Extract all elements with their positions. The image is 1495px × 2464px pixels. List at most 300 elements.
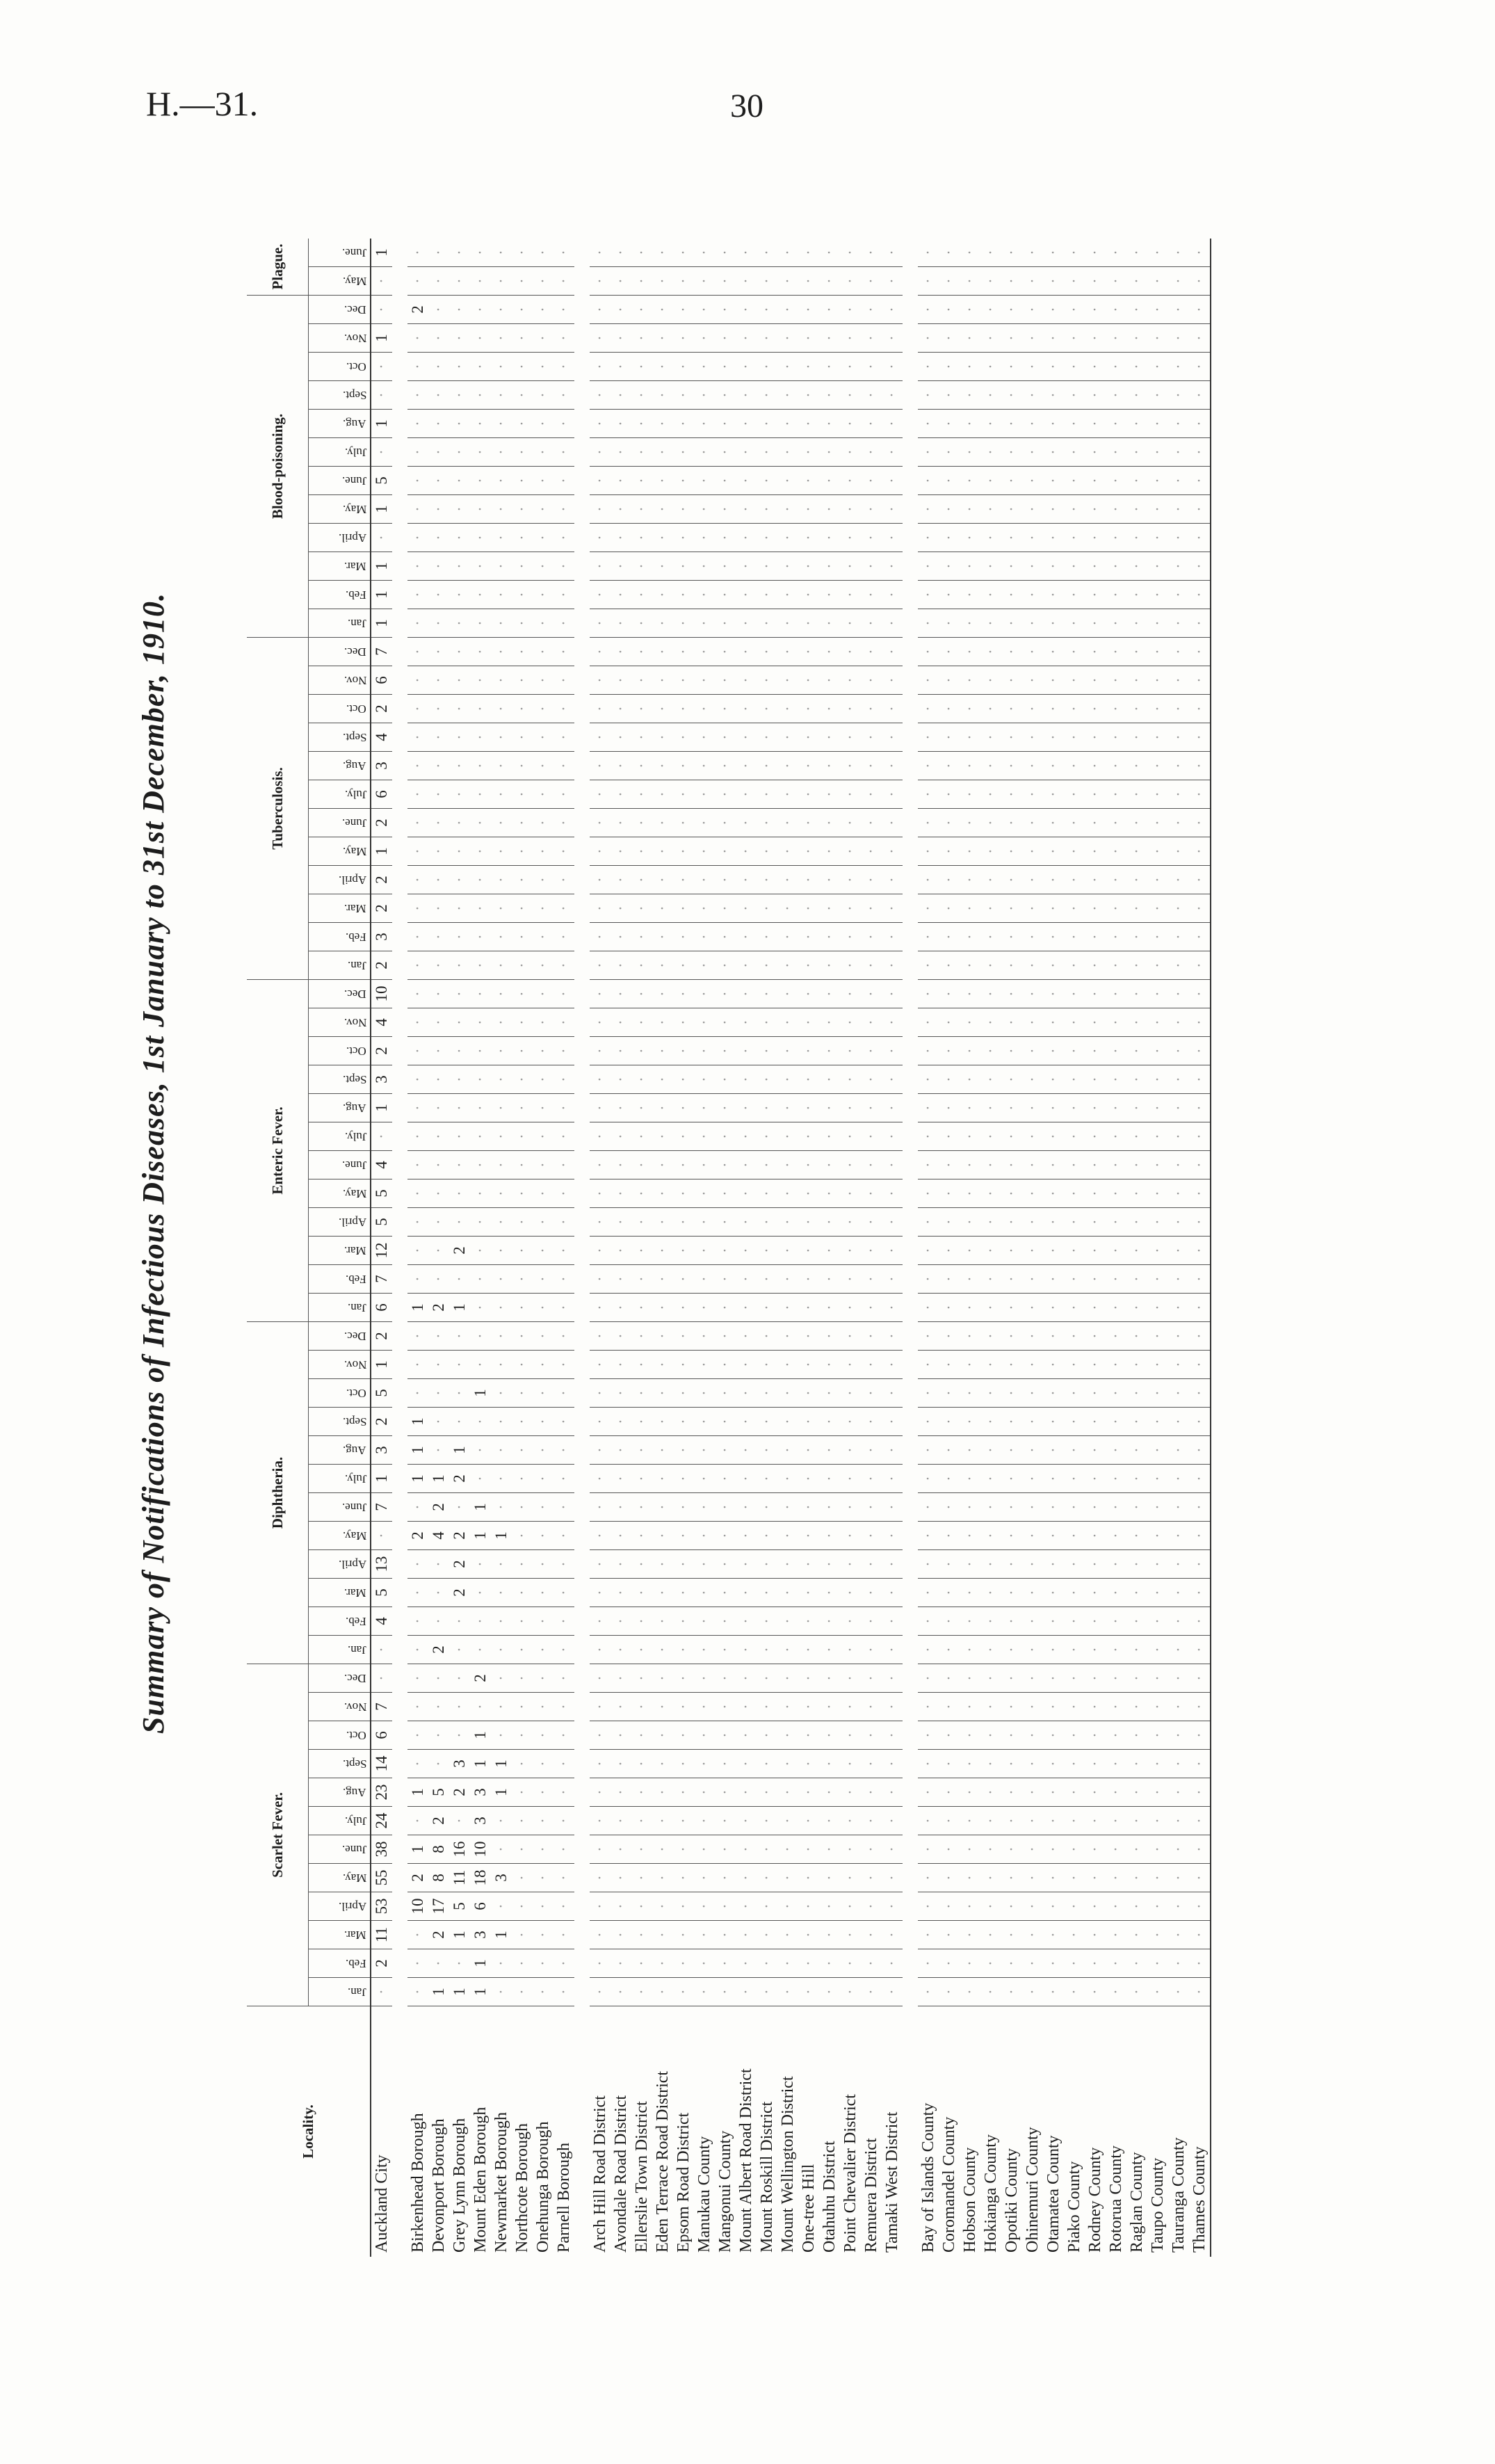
- table-cell: ·: [611, 1778, 631, 1807]
- table-cell: ·: [861, 1094, 882, 1122]
- table-cell: ·: [694, 1322, 715, 1351]
- table-cell: ·: [1168, 1379, 1189, 1408]
- table-cell: ·: [533, 1294, 553, 1322]
- table-cell: ·: [960, 1008, 980, 1037]
- table-cell: ·: [491, 581, 512, 609]
- table-cell: ·: [1106, 1522, 1126, 1550]
- table-cell: ·: [715, 923, 736, 951]
- table-cell: ·: [1064, 1693, 1085, 1721]
- table-cell: ·: [939, 1179, 960, 1208]
- table-cell: ·: [428, 866, 449, 894]
- table-cell: ·: [939, 438, 960, 467]
- table-cell: ·: [611, 923, 631, 951]
- table-cell: ·: [960, 1949, 980, 1978]
- table-cell: ·: [819, 1778, 840, 1807]
- table-cell: ·: [1147, 1807, 1168, 1835]
- table-cell: ·: [449, 1408, 470, 1436]
- table-cell: ·: [673, 1465, 694, 1493]
- table-cell: ·: [882, 495, 903, 524]
- table-cell: ·: [491, 666, 512, 695]
- month-header: Dec.: [309, 296, 371, 324]
- locality-name: Arch Hill Road District: [590, 2095, 609, 2253]
- table-cell: ·: [553, 1208, 574, 1237]
- table-cell: ·: [819, 780, 840, 809]
- table-cell: ·: [861, 1664, 882, 1693]
- table-cell: ·: [715, 353, 736, 381]
- table-cell: ·: [918, 1664, 939, 1693]
- table-cell: ·: [980, 296, 1001, 324]
- table-cell: ·: [652, 923, 673, 951]
- table-cell: 1: [407, 1835, 428, 1864]
- table-cell: ·: [882, 353, 903, 381]
- table-cell: ·: [715, 1179, 736, 1208]
- table-cell: ·: [694, 467, 715, 495]
- table-cell: ·: [918, 438, 939, 467]
- table-cell: ·: [1147, 1864, 1168, 1892]
- table-cell: ·: [590, 1094, 611, 1122]
- table-cell: ·: [553, 609, 574, 638]
- table-cell: ·: [819, 837, 840, 866]
- table-cell: ·: [1022, 1094, 1043, 1122]
- table-cell: ·: [1085, 267, 1106, 296]
- table-cell: ·: [1189, 1664, 1211, 1693]
- table-cell: ·: [798, 1522, 819, 1550]
- table-cell: ·: [840, 1351, 861, 1379]
- table-cell: ·: [491, 1436, 512, 1465]
- table-cell: ·: [882, 866, 903, 894]
- table-cell: ·: [960, 1750, 980, 1778]
- table-cell: ·: [1001, 1550, 1022, 1579]
- table-cell: ·: [960, 1465, 980, 1493]
- table-cell: ·: [939, 1265, 960, 1294]
- table-cell: 7: [371, 1493, 392, 1522]
- table-cell: 1: [371, 410, 392, 438]
- table-cell: ·: [736, 1493, 757, 1522]
- table-cell: ·: [1064, 1179, 1085, 1208]
- table-cell: ·: [1022, 1579, 1043, 1607]
- table-cell: ·: [611, 467, 631, 495]
- table-cell: ·: [1085, 1094, 1106, 1122]
- table-cell: ·: [1147, 752, 1168, 780]
- table-cell: ·: [980, 353, 1001, 381]
- table-cell: ·: [470, 1351, 491, 1379]
- table-cell: ·: [652, 1493, 673, 1522]
- table-cell: ·: [1043, 1465, 1064, 1493]
- table-cell: ·: [777, 1664, 798, 1693]
- table-cell: ·: [918, 1237, 939, 1265]
- table-cell: ·: [757, 1208, 777, 1237]
- table-cell: ·: [611, 1921, 631, 1949]
- table-cell: ·: [939, 1351, 960, 1379]
- table-cell: ·: [1106, 239, 1126, 267]
- table-cell: ·: [652, 324, 673, 353]
- table-cell: ·: [1064, 381, 1085, 410]
- table-cell: ·: [449, 609, 470, 638]
- table-cell: ·: [611, 552, 631, 581]
- landscape-content: [97, 0, 1293, 2326]
- table-cell: ·: [939, 1550, 960, 1579]
- table-cell: ·: [590, 1379, 611, 1408]
- table-cell: ·: [590, 1465, 611, 1493]
- table-cell: ·: [757, 723, 777, 752]
- table-cell: ·: [980, 1607, 1001, 1636]
- table-cell: ·: [1085, 1892, 1106, 1921]
- table-cell: ·: [777, 410, 798, 438]
- table-cell: ·: [611, 1835, 631, 1864]
- table-cell: ·: [611, 866, 631, 894]
- table-cell: ·: [939, 723, 960, 752]
- table-cell: ·: [715, 1493, 736, 1522]
- table-cell: ·: [777, 1693, 798, 1721]
- table-cell: ·: [840, 239, 861, 267]
- table-cell: ·: [533, 980, 553, 1008]
- table-cell: ·: [1168, 1408, 1189, 1436]
- table-cell: ·: [611, 1122, 631, 1151]
- table-cell: ·: [1085, 438, 1106, 467]
- table-cell: ·: [1106, 609, 1126, 638]
- table-cell: ·: [553, 1921, 574, 1949]
- table-cell: ·: [673, 381, 694, 410]
- table-cell: ·: [407, 1807, 428, 1835]
- table-cell: ·: [840, 524, 861, 552]
- table-cell: ·: [590, 1921, 611, 1949]
- table-cell: ·: [1147, 1379, 1168, 1408]
- table-cell: ·: [960, 1921, 980, 1949]
- table-cell: ·: [1126, 894, 1147, 923]
- table-cell: ·: [861, 1550, 882, 1579]
- table-cell: ·: [1168, 1949, 1189, 1978]
- table-cell: ·: [960, 438, 980, 467]
- table-cell: ·: [407, 1322, 428, 1351]
- table-cell: ·: [1189, 1122, 1211, 1151]
- table-cell: ·: [1189, 1094, 1211, 1122]
- table-cell: ·: [1022, 1237, 1043, 1265]
- table-cell: ·: [1022, 666, 1043, 695]
- table-cell: ·: [407, 609, 428, 638]
- table-cell: ·: [980, 1151, 1001, 1179]
- table-cell: ·: [1189, 951, 1211, 980]
- table-cell: ·: [694, 1237, 715, 1265]
- table-cell: 2: [428, 1294, 449, 1322]
- table-cell: ·: [652, 438, 673, 467]
- table-cell: ·: [1001, 239, 1022, 267]
- month-header: June.: [309, 239, 371, 267]
- table-cell: ·: [1189, 1693, 1211, 1721]
- table-cell: ·: [918, 1179, 939, 1208]
- table-cell: ·: [1126, 1978, 1147, 2006]
- table-cell: ·: [1022, 1179, 1043, 1208]
- table-cell: ·: [428, 324, 449, 353]
- table-cell: ·: [1126, 1835, 1147, 1864]
- table-cell: ·: [918, 1550, 939, 1579]
- disease-header: Diphtheria.: [247, 1322, 309, 1664]
- table-cell: ·: [590, 837, 611, 866]
- table-cell: ·: [491, 866, 512, 894]
- table-cell: ·: [736, 1265, 757, 1294]
- table-cell: ·: [553, 1294, 574, 1322]
- table-cell: ·: [533, 666, 553, 695]
- table-cell: ·: [470, 1607, 491, 1636]
- table-cell: 4: [371, 1008, 392, 1037]
- table-cell: ·: [1147, 381, 1168, 410]
- table-cell: ·: [673, 1921, 694, 1949]
- table-cell: ·: [840, 1065, 861, 1094]
- table-cell: ·: [533, 1008, 553, 1037]
- table-cell: ·: [918, 524, 939, 552]
- table-cell: 10: [371, 980, 392, 1008]
- table-cell: ·: [819, 752, 840, 780]
- locality-name: Point Chevalier District: [841, 2094, 859, 2253]
- table-cell: ·: [1189, 809, 1211, 837]
- table-cell: ·: [960, 609, 980, 638]
- table-cell: ·: [980, 866, 1001, 894]
- table-cell: ·: [1085, 1322, 1106, 1351]
- table-cell: ·: [1022, 723, 1043, 752]
- table-cell: ·: [611, 1693, 631, 1721]
- table-cell: ·: [1085, 1693, 1106, 1721]
- table-cell: ·: [611, 267, 631, 296]
- table-cell: ·: [918, 695, 939, 723]
- month-header: Nov.: [309, 666, 371, 695]
- table-cell: ·: [1022, 1294, 1043, 1322]
- table-cell: 2: [371, 951, 392, 980]
- table-cell: ·: [798, 1008, 819, 1037]
- table-cell: ·: [1064, 752, 1085, 780]
- table-cell: ·: [798, 1835, 819, 1864]
- table-cell: ·: [491, 1237, 512, 1265]
- table-cell: ·: [840, 1949, 861, 1978]
- table-cell: ·: [1001, 353, 1022, 381]
- table-row: [882, 239, 903, 2257]
- table-cell: ·: [553, 1750, 574, 1778]
- table-cell: ·: [1085, 1835, 1106, 1864]
- table-cell: ·: [1001, 1265, 1022, 1294]
- table-cell: ·: [777, 780, 798, 809]
- table-cell: ·: [652, 524, 673, 552]
- table-cell: ·: [1064, 980, 1085, 1008]
- table-cell: ·: [798, 1807, 819, 1835]
- table-cell: ·: [371, 353, 392, 381]
- table-row: [407, 239, 428, 2257]
- table-cell: ·: [611, 438, 631, 467]
- table-cell: ·: [611, 609, 631, 638]
- table-cell: ·: [694, 1151, 715, 1179]
- table-cell: ·: [1022, 381, 1043, 410]
- table-cell: ·: [918, 923, 939, 951]
- table-cell: ·: [1189, 1179, 1211, 1208]
- table-cell: ·: [1022, 1122, 1043, 1151]
- table-cell: ·: [1043, 1493, 1064, 1522]
- table-cell: ·: [1085, 666, 1106, 695]
- table-cell: ·: [960, 695, 980, 723]
- table-cell: ·: [715, 296, 736, 324]
- table-cell: ·: [512, 353, 533, 381]
- table-cell: ·: [694, 495, 715, 524]
- table-cell: ·: [1022, 1351, 1043, 1379]
- table-cell: ·: [1147, 495, 1168, 524]
- table-cell: 4: [371, 723, 392, 752]
- table-cell: 11: [449, 1864, 470, 1892]
- table-cell: ·: [533, 1778, 553, 1807]
- table-cell: ·: [819, 1122, 840, 1151]
- locality-header: Locality.: [247, 2006, 371, 2257]
- table-cell: ·: [1106, 1778, 1126, 1807]
- table-cell: ·: [960, 1351, 980, 1379]
- month-header: Mar.: [309, 1237, 371, 1265]
- table-cell: ·: [1001, 1408, 1022, 1436]
- table-cell: ·: [694, 1892, 715, 1921]
- table-cell: ·: [1001, 552, 1022, 581]
- table-cell: ·: [512, 1807, 533, 1835]
- table-cell: ·: [590, 1636, 611, 1664]
- table-cell: ·: [715, 723, 736, 752]
- table-cell: ·: [590, 894, 611, 923]
- table-cell: ·: [918, 1122, 939, 1151]
- table-cell: ·: [1168, 752, 1189, 780]
- table-cell: ·: [960, 752, 980, 780]
- month-header: Feb.: [309, 1949, 371, 1978]
- table-cell: ·: [533, 1522, 553, 1550]
- table-cell: ·: [553, 410, 574, 438]
- table-cell: ·: [861, 1294, 882, 1322]
- table-cell: ·: [1126, 1778, 1147, 1807]
- table-cell: ·: [1022, 1949, 1043, 1978]
- table-cell: ·: [939, 1094, 960, 1122]
- table-cell: ·: [736, 923, 757, 951]
- table-cell: ·: [631, 1322, 652, 1351]
- table-cell: ·: [757, 923, 777, 951]
- table-cell: ·: [470, 524, 491, 552]
- month-header: Aug.: [309, 752, 371, 780]
- table-cell: ·: [1126, 1208, 1147, 1237]
- table-cell: 2: [371, 894, 392, 923]
- table-cell: ·: [491, 1408, 512, 1436]
- table-cell: ·: [882, 296, 903, 324]
- table-cell: ·: [1022, 1465, 1043, 1493]
- table-cell: 1: [470, 1750, 491, 1778]
- table-cell: ·: [1168, 894, 1189, 923]
- month-header: June.: [309, 1493, 371, 1522]
- locality-name: Devonport Borough: [429, 2118, 448, 2253]
- table-cell: ·: [736, 1208, 757, 1237]
- table-cell: ·: [918, 1465, 939, 1493]
- table-cell: ·: [715, 837, 736, 866]
- table-row: [840, 239, 861, 2257]
- table-cell: ·: [590, 1664, 611, 1693]
- table-cell: ·: [1001, 1294, 1022, 1322]
- table-cell: ·: [652, 1322, 673, 1351]
- table-cell: ·: [694, 1493, 715, 1522]
- table-cell: ·: [1126, 1721, 1147, 1750]
- table-cell: ·: [694, 1607, 715, 1636]
- table-cell: ·: [1085, 1122, 1106, 1151]
- table-cell: ·: [840, 923, 861, 951]
- table-cell: 11: [371, 1921, 392, 1949]
- table-cell: ·: [715, 438, 736, 467]
- table-cell: ·: [1064, 1522, 1085, 1550]
- table-cell: ·: [1168, 1122, 1189, 1151]
- table-cell: 2: [449, 1237, 470, 1265]
- table-cell: ·: [1189, 1892, 1211, 1921]
- table-cell: 2: [371, 1037, 392, 1065]
- table-cell: ·: [918, 1265, 939, 1294]
- table-cell: ·: [631, 866, 652, 894]
- table-row: [533, 239, 553, 2257]
- table-cell: ·: [590, 1864, 611, 1892]
- table-cell: ·: [918, 1493, 939, 1522]
- table-cell: ·: [631, 239, 652, 267]
- table-cell: ·: [960, 980, 980, 1008]
- table-cell: ·: [611, 638, 631, 666]
- table-cell: ·: [590, 1065, 611, 1094]
- table-cell: ·: [980, 666, 1001, 695]
- table-cell: ·: [428, 723, 449, 752]
- table-cell: ·: [960, 1835, 980, 1864]
- table-cell: ·: [1022, 638, 1043, 666]
- group-spacer: [392, 239, 407, 2257]
- table-cell: ·: [861, 1237, 882, 1265]
- table-cell: ·: [819, 1579, 840, 1607]
- table-cell: ·: [882, 1237, 903, 1265]
- table-cell: ·: [449, 638, 470, 666]
- table-cell: ·: [1126, 1607, 1147, 1636]
- table-cell: ·: [428, 666, 449, 695]
- table-cell: ·: [491, 239, 512, 267]
- table-cell: ·: [1106, 1664, 1126, 1693]
- table-cell: ·: [798, 1379, 819, 1408]
- table-cell: ·: [882, 1664, 903, 1693]
- table-cell: ·: [1064, 1351, 1085, 1379]
- table-cell: ·: [1126, 1179, 1147, 1208]
- table-cell: ·: [939, 467, 960, 495]
- table-cell: 1: [407, 1465, 428, 1493]
- table-cell: ·: [1147, 524, 1168, 552]
- table-row: [1189, 239, 1211, 2257]
- table-cell: ·: [861, 923, 882, 951]
- table-row: [1043, 239, 1064, 2257]
- table-cell: ·: [736, 780, 757, 809]
- table-cell: ·: [1085, 1008, 1106, 1037]
- table-cell: ·: [1022, 1921, 1043, 1949]
- table-cell: ·: [491, 609, 512, 638]
- table-cell: ·: [611, 1208, 631, 1237]
- table-cell: ·: [798, 695, 819, 723]
- table-cell: ·: [491, 1122, 512, 1151]
- table-cell: ·: [882, 609, 903, 638]
- table-cell: ·: [611, 1322, 631, 1351]
- table-cell: 55: [371, 1864, 392, 1892]
- table-cell: ·: [1085, 296, 1106, 324]
- table-cell: ·: [1168, 1179, 1189, 1208]
- table-cell: ·: [939, 1322, 960, 1351]
- table-cell: ·: [736, 381, 757, 410]
- table-cell: ·: [1064, 809, 1085, 837]
- table-cell: ·: [673, 353, 694, 381]
- table-cell: ·: [980, 1294, 1001, 1322]
- table-cell: ·: [652, 1008, 673, 1037]
- table-cell: ·: [1064, 1579, 1085, 1607]
- table-cell: ·: [882, 638, 903, 666]
- table-cell: ·: [553, 267, 574, 296]
- table-cell: ·: [590, 1721, 611, 1750]
- table-cell: ·: [590, 1522, 611, 1550]
- table-cell: ·: [611, 581, 631, 609]
- locality-name: Mangonui County: [716, 2130, 734, 2253]
- table-cell: ·: [611, 1037, 631, 1065]
- table-cell: ·: [512, 1607, 533, 1636]
- table-cell: ·: [652, 1065, 673, 1094]
- table-cell: ·: [673, 1122, 694, 1151]
